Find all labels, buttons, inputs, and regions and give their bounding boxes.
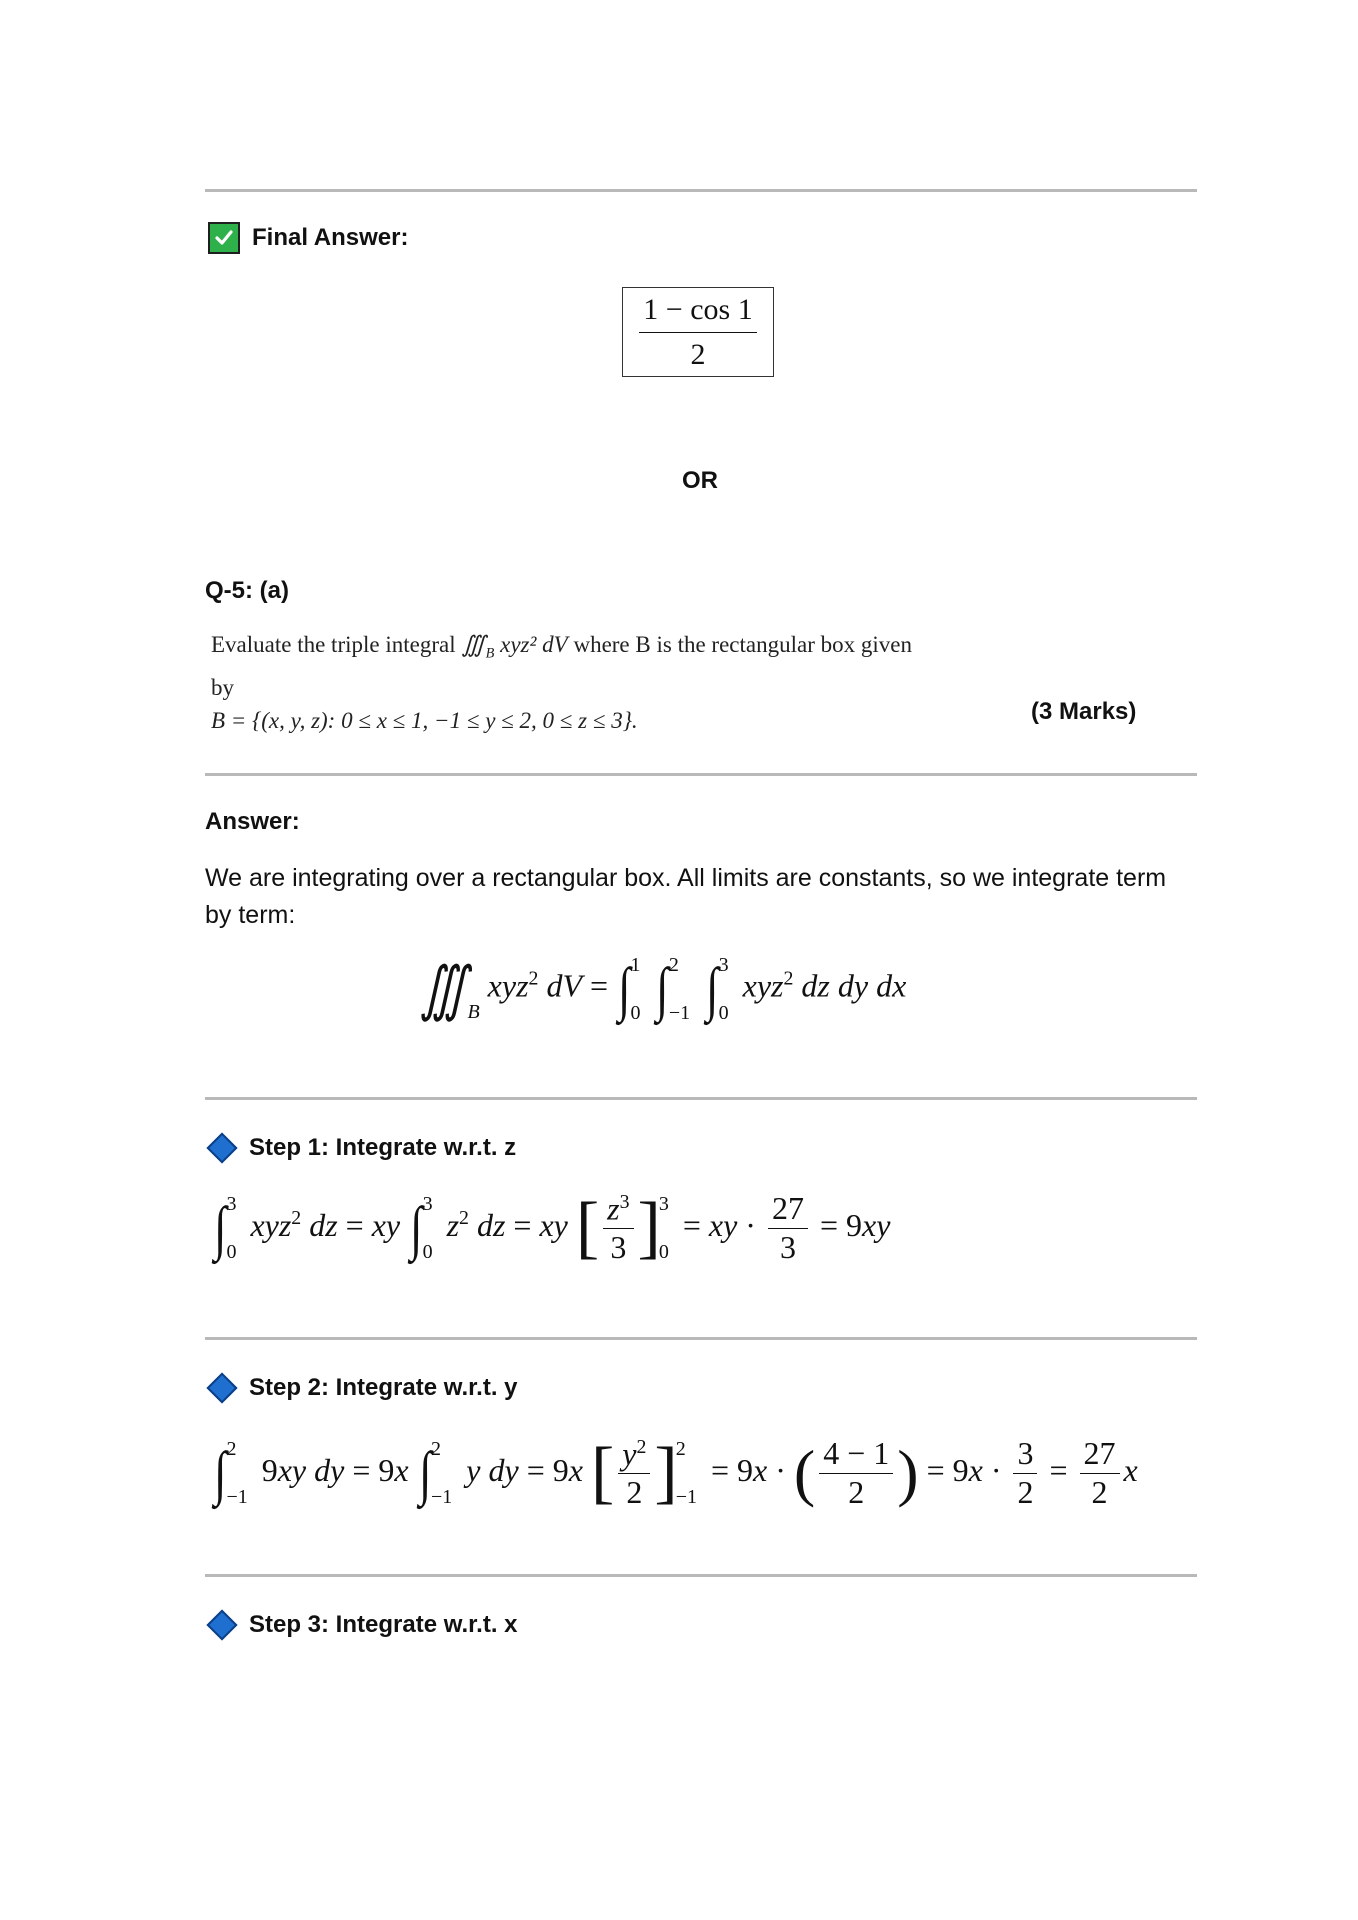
final-answer-denominator: 2 (690, 337, 706, 371)
question-text-part2: where B is the rectangular box given (573, 632, 912, 657)
final-answer-heading (208, 222, 408, 254)
blue-diamond-icon (206, 1372, 237, 1403)
final-answer-box (622, 287, 774, 377)
step-1-title: Step 1: Integrate w.r.t. z (249, 1134, 517, 1161)
question-integrand: xyz² dV (500, 632, 568, 657)
divider (205, 773, 1197, 776)
marks-label: (3 Marks) (1031, 698, 1137, 725)
divider (205, 1097, 1197, 1100)
question-label: Q-5: (a) (205, 577, 289, 604)
question-integral-sub: B (485, 645, 495, 662)
divider (205, 1574, 1197, 1577)
question-text (211, 628, 1091, 737)
step-1-heading (207, 1134, 516, 1162)
step-2-equation: ∫ 2 −1 9xy dy = 9x ∫ 2 −1 y dy = 9x [ $\frac{y^2}{2}$ ] 2 −1 = 9x · ( $\frac{4 - 1}{2}$ ) = 9x · $\frac{3}{2}$ = $\frac{27}{2}$ x (214, 1434, 1138, 1512)
step-1-equation: ∫ 3 0 xyz$^2$ dz = xy ∫ 3 0 $z^2$ dz = xy [ $\frac{z^3}{3}$ ] 3 0 = xy · $\frac{27}{3}$ = 9xy (214, 1189, 891, 1267)
triple-integral-equation: $∭_B$ xyz$^2$ dV = ∫ 1 0 ∫ 2 −1 ∫ 3 0 xyz$^2$ dz dy dx (419, 954, 907, 1024)
or-label: OR (682, 467, 718, 494)
final-answer-numerator: 1 − cos 1 (639, 294, 756, 333)
step-3-heading (207, 1611, 518, 1639)
question-text-part1: Evaluate the triple integral (211, 632, 456, 657)
question-text-line2: by (211, 674, 234, 700)
divider (205, 189, 1197, 192)
blue-diamond-icon (206, 1132, 237, 1163)
divider (205, 1337, 1197, 1340)
final-answer-label: Final Answer: (252, 224, 409, 251)
blue-diamond-icon (206, 1609, 237, 1640)
question-box-definition: B = {(x, y, z): 0 ≤ x ≤ 1, −1 ≤ y ≤ 2, 0 ≤ z ≤ 3}. (211, 707, 638, 733)
step-2-heading (207, 1374, 518, 1402)
answer-intro: We are integrating over a rectangular box. All limits are constants, so we integrate term by term: (205, 864, 1167, 929)
answer-label: Answer: (205, 808, 300, 835)
question-integral-symbol: ∭ (461, 632, 486, 657)
step-2-title: Step 2: Integrate w.r.t. y (249, 1374, 518, 1401)
check-box-icon (208, 222, 240, 254)
step-3-title: Step 3: Integrate w.r.t. x (249, 1611, 518, 1638)
